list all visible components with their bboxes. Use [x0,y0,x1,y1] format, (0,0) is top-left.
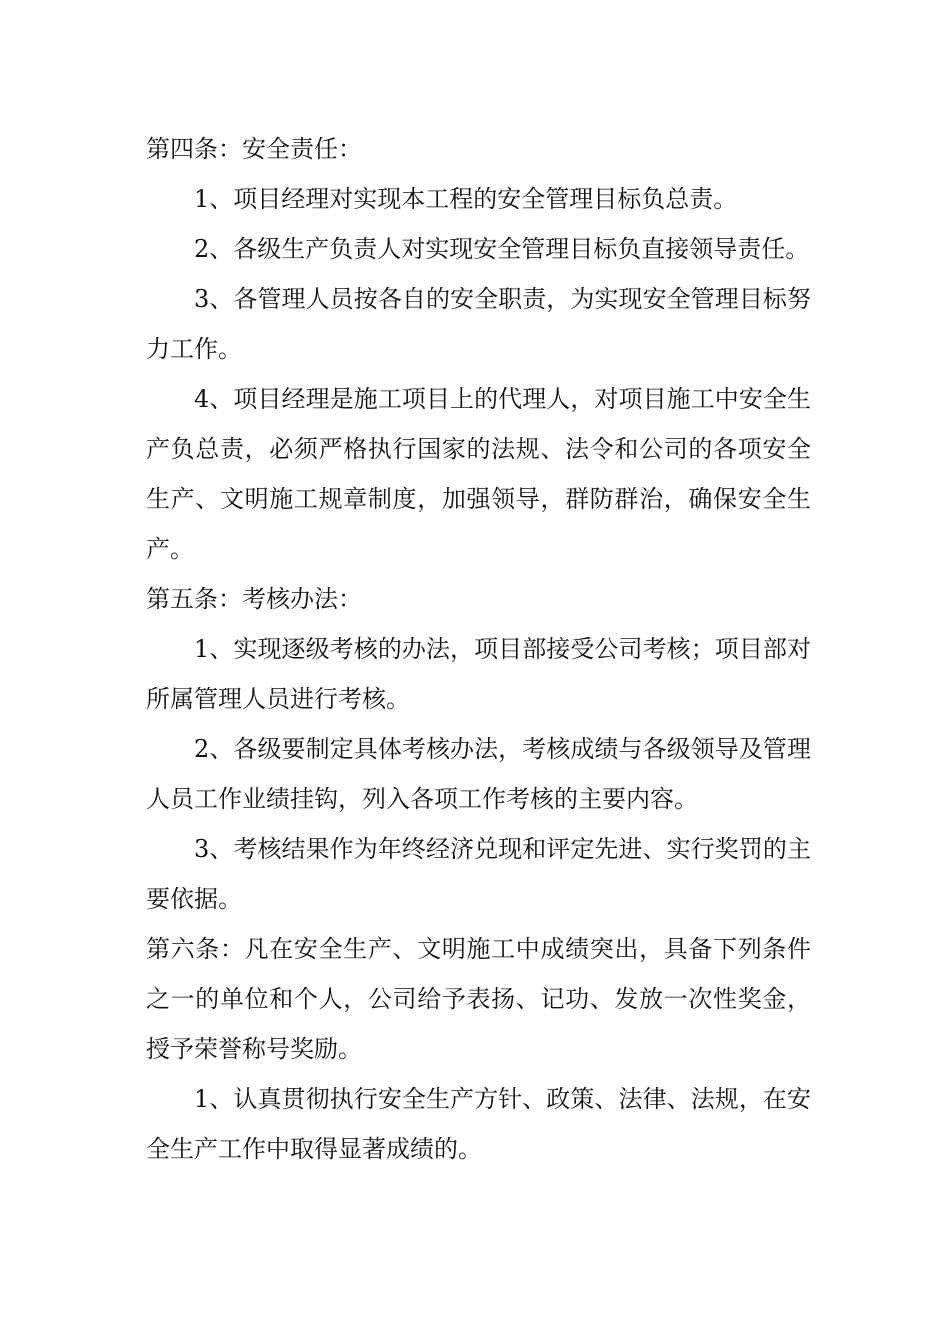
article-6-item-1: 1、认真贯彻执行安全生产方针、政策、法律、法规，在安全生产工作中取得显著成绩的。 [146,1085,811,1163]
article-5-item-1: 1、实现逐级考核的办法，项目部接受公司考核；项目部对所属管理人员进行考核。 [146,635,811,713]
article-6-heading: 第六条：凡在安全生产、文明施工中成绩突出，具备下列条件之一的单位和个人，公司给予表扬、记功、发放一次性奖金，授予荣誉称号奖励。 [146,935,811,1063]
article-4-heading: 第四条：安全责任： [146,135,362,163]
article-4-item-2: 2、各级生产负责人对实现安全管理目标负直接领导责任。 [194,235,810,263]
article-4-item-4: 4、项目经理是施工项目上的代理人，对项目施工中安全生产负总责，必须严格执行国家的法规、法令和公司的各项安全生产、文明施工规章制度，加强领导，群防群治，确保安全生产。 [146,385,811,563]
article-4-item-3: 3、各管理人员按各自的安全职责，为实现安全管理目标努力工作。 [146,285,811,363]
article-5-item-2: 2、各级要制定具体考核办法，考核成绩与各级领导及管理人员工作业绩挂钩，列入各项工作考核的主要内容。 [146,735,811,813]
article-5-item-3: 3、考核结果作为年终经济兑现和评定先进、实行奖罚的主要依据。 [146,835,811,913]
article-4-item-1: 1、项目经理对实现本工程的安全管理目标负总责。 [194,185,738,213]
document-body [146,124,811,1174]
article-5-heading: 第五条：考核办法： [146,585,362,613]
